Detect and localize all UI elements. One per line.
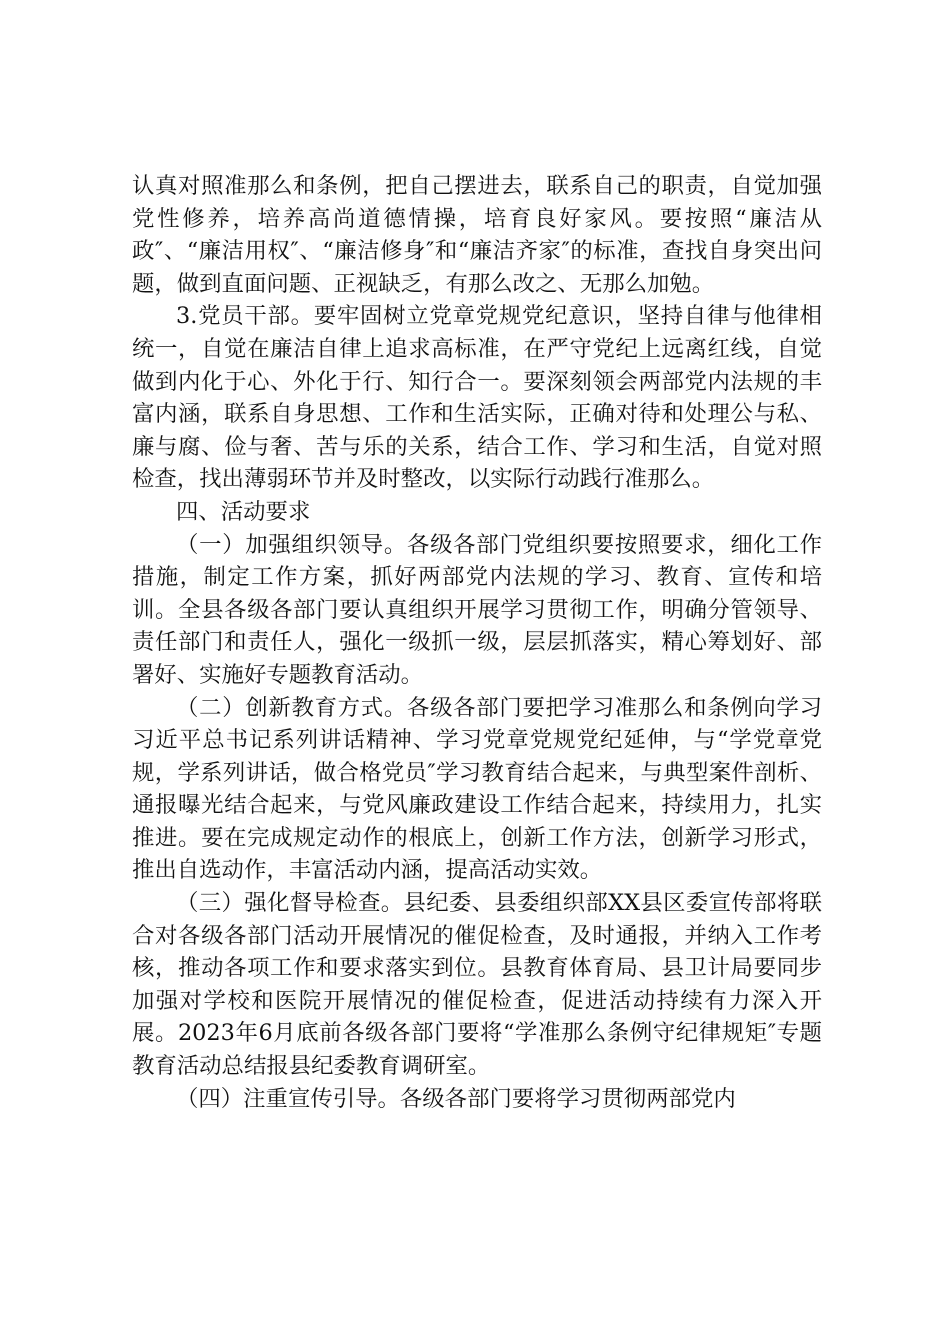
paragraph-continuation: 认真对照准那么和条例，把自己摆进去，联系自己的职责，自觉加强党性修养，培养高尚道德情操，培育良好家风。要按照“廉洁从政″、“廉洁用权″、“廉洁修身″和“廉洁齐家″的标准，查找自身突出问题，做到直面问题、正视缺乏，有那么改之、无那么加勉。 — [132, 173, 822, 297]
section-heading-requirements: 四、活动要求 — [176, 498, 311, 525]
document-page — [132, 170, 822, 1115]
paragraph-education-method: （二）创新教育方式。各级各部门要把学习准那么和条例向学习习近平总书记系列讲话精神、学习党章党规党纪延伸，与“学党章党规，学系列讲话，做合格党员″学习教育结合起来，与典型案件剖析、通报曝光结合起来，与党风廉政建设工作结合起来，持续用力，扎实推进。要在完成规定动作的根底上，创新工作方法，创新学习形式，推出自选动作，丰富活动内涵，提高活动实效。 — [132, 694, 822, 884]
paragraph-publicity: （四）注重宣传引导。各级各部门要将学习贯彻两部党内 — [176, 1085, 736, 1112]
paragraph-party-members: 3.党员干部。要牢固树立党章党规党纪意识，坚持自律与他律相统一，自觉在廉洁自律上追求高标准，在严守党纪上远离红线，自觉做到内化于心、外化于行、知行合一。要深刻领会两部党内法规的丰富内涵，联系自身思想、工作和生活实际，正确对待和处理公与私、廉与腐、俭与奢、苦与乐的关系，结合工作、学习和生活，自觉对照检查，找出薄弱环节并及时整改，以实际行动践行准那么。 — [132, 303, 822, 493]
paragraph-leadership: （一）加强组织领导。各级各部门党组织要按照要求，细化工作措施，制定工作方案，抓好两部党内法规的学习、教育、宣传和培训。全县各级各部门要认真组织开展学习贯彻工作，明确分管领导、责任部门和责任人，强化一级抓一级，层层抓落实，精心筹划好、部署好、实施好专题教育活动。 — [132, 531, 822, 688]
paragraph-supervision: （三）强化督导检查。县纪委、县委组织部XX县区委宣传部将联合对各级各部门活动开展情况的催促检查，及时通报，并纳入工作考核，推动各项工作和要求落实到位。县教育体育局、县卫计局要同步加强对学校和医院开展情况的催促检查，促进活动持续有力深入开展。2023年6月底前各级各部门要将“学准那么条例守纪律规矩″专题教育活动总结报县纪委教育调研室。 — [132, 890, 822, 1080]
